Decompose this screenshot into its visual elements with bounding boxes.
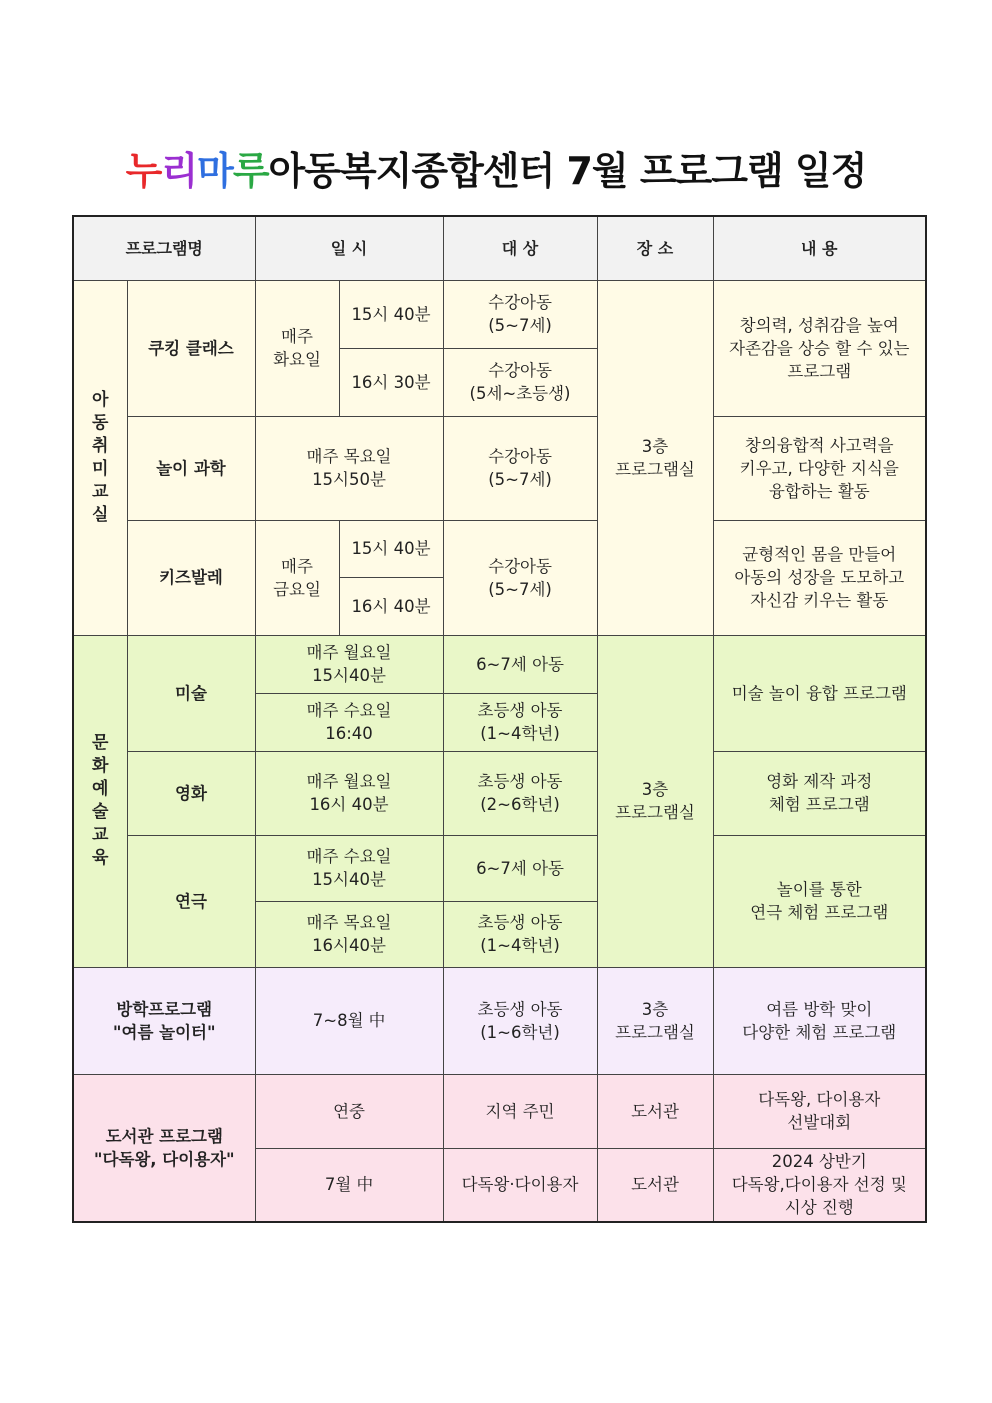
library-target-2: 다독왕·다이용자 — [443, 1148, 597, 1222]
theater-datetime-1: 매주 수요일 15시40분 — [255, 835, 443, 901]
theater-datetime-2: 매주 목요일 16시40분 — [255, 901, 443, 967]
title-brand-char-2: 리 — [161, 149, 198, 193]
science-target: 수강아동 (5~7세) — [443, 416, 597, 520]
ballet-day: 매주 금요일 — [255, 520, 339, 635]
program-theater: 연극 — [127, 835, 255, 967]
category-hobby: 아 동 취 미 교 실 — [73, 280, 127, 635]
table-row — [73, 967, 926, 1074]
program-science: 놀이 과학 — [127, 416, 255, 520]
ballet-time-2: 16시 40분 — [339, 577, 443, 635]
theater-content: 놀이를 통한 연극 체험 프로그램 — [713, 835, 926, 967]
library-datetime-1: 연중 — [255, 1074, 443, 1148]
cooking-target-2: 수강아동 (5세~초등생) — [443, 348, 597, 416]
art-content: 미술 놀이 융합 프로그램 — [713, 635, 926, 751]
header-datetime: 일 시 — [255, 216, 443, 280]
vacation-content: 여름 방학 맞이 다양한 체험 프로그램 — [713, 967, 926, 1074]
library-place-1: 도서관 — [597, 1074, 713, 1148]
library-place-2: 도서관 — [597, 1148, 713, 1222]
header-content: 내 용 — [713, 216, 926, 280]
art-target-1: 6~7세 아동 — [443, 635, 597, 693]
table-row — [73, 835, 926, 901]
title-text: 아동복지종합센터 7월 프로그램 일정 — [268, 149, 867, 193]
library-datetime-2: 7월 中 — [255, 1148, 443, 1222]
header-program-name: 프로그램명 — [73, 216, 255, 280]
table-row — [73, 751, 926, 835]
header-target: 대 상 — [443, 216, 597, 280]
cooking-content: 창의력, 성취감을 높여 자존감을 상승 할 수 있는 프로그램 — [713, 280, 926, 416]
theater-target-2: 초등생 아동 (1~4학년) — [443, 901, 597, 967]
vacation-datetime: 7~8월 中 — [255, 967, 443, 1074]
category-culture: 문 화 예 술 교 육 — [73, 635, 127, 967]
cooking-time-1: 15시 40분 — [339, 280, 443, 348]
library-content-2: 2024 상반기 다독왕,다이용자 선정 및 시상 진행 — [713, 1148, 926, 1222]
program-film: 영화 — [127, 751, 255, 835]
table-row — [73, 520, 926, 577]
library-target-1: 지역 주민 — [443, 1074, 597, 1148]
film-datetime: 매주 월요일 16시 40분 — [255, 751, 443, 835]
table-row — [73, 635, 926, 693]
cooking-time-2: 16시 30분 — [339, 348, 443, 416]
cooking-target-1: 수강아동 (5~7세) — [443, 280, 597, 348]
art-datetime-1: 매주 월요일 15시40분 — [255, 635, 443, 693]
cooking-day: 매주 화요일 — [255, 280, 339, 416]
program-library: 도서관 프로그램 "다독왕, 다이용자" — [73, 1074, 255, 1222]
ballet-target: 수강아동 (5~7세) — [443, 520, 597, 635]
page-title — [0, 140, 992, 200]
program-ballet: 키즈발레 — [127, 520, 255, 635]
table-row — [73, 280, 926, 348]
title-brand-char-4: 루 — [232, 149, 269, 193]
schedule-table — [72, 215, 927, 1223]
science-datetime: 매주 목요일 15시50분 — [255, 416, 443, 520]
theater-target-1: 6~7세 아동 — [443, 835, 597, 901]
program-art: 미술 — [127, 635, 255, 751]
ballet-time-1: 15시 40분 — [339, 520, 443, 577]
art-datetime-2: 매주 수요일 16:40 — [255, 693, 443, 751]
vacation-place: 3층 프로그램실 — [597, 967, 713, 1074]
title-brand-char-1: 누 — [125, 149, 162, 193]
header-place: 장 소 — [597, 216, 713, 280]
film-content: 영화 제작 과정 체험 프로그램 — [713, 751, 926, 835]
hobby-place: 3층 프로그램실 — [597, 280, 713, 635]
program-cooking: 쿠킹 클래스 — [127, 280, 255, 416]
vacation-target: 초등생 아동 (1~6학년) — [443, 967, 597, 1074]
ballet-content: 균형적인 몸을 만들어 아동의 성장을 도모하고 자신감 키우는 활동 — [713, 520, 926, 635]
film-target: 초등생 아동 (2~6학년) — [443, 751, 597, 835]
program-vacation: 방학프로그램 "여름 놀이터" — [73, 967, 255, 1074]
table-row — [73, 1074, 926, 1148]
library-content-1: 다독왕, 다이용자 선발대회 — [713, 1074, 926, 1148]
science-content: 창의융합적 사고력을 키우고, 다양한 지식을 융합하는 활동 — [713, 416, 926, 520]
header-row — [73, 216, 926, 280]
table-row — [73, 416, 926, 520]
art-target-2: 초등생 아동 (1~4학년) — [443, 693, 597, 751]
title-brand-char-3: 마 — [197, 149, 233, 193]
culture-place: 3층 프로그램실 — [597, 635, 713, 967]
